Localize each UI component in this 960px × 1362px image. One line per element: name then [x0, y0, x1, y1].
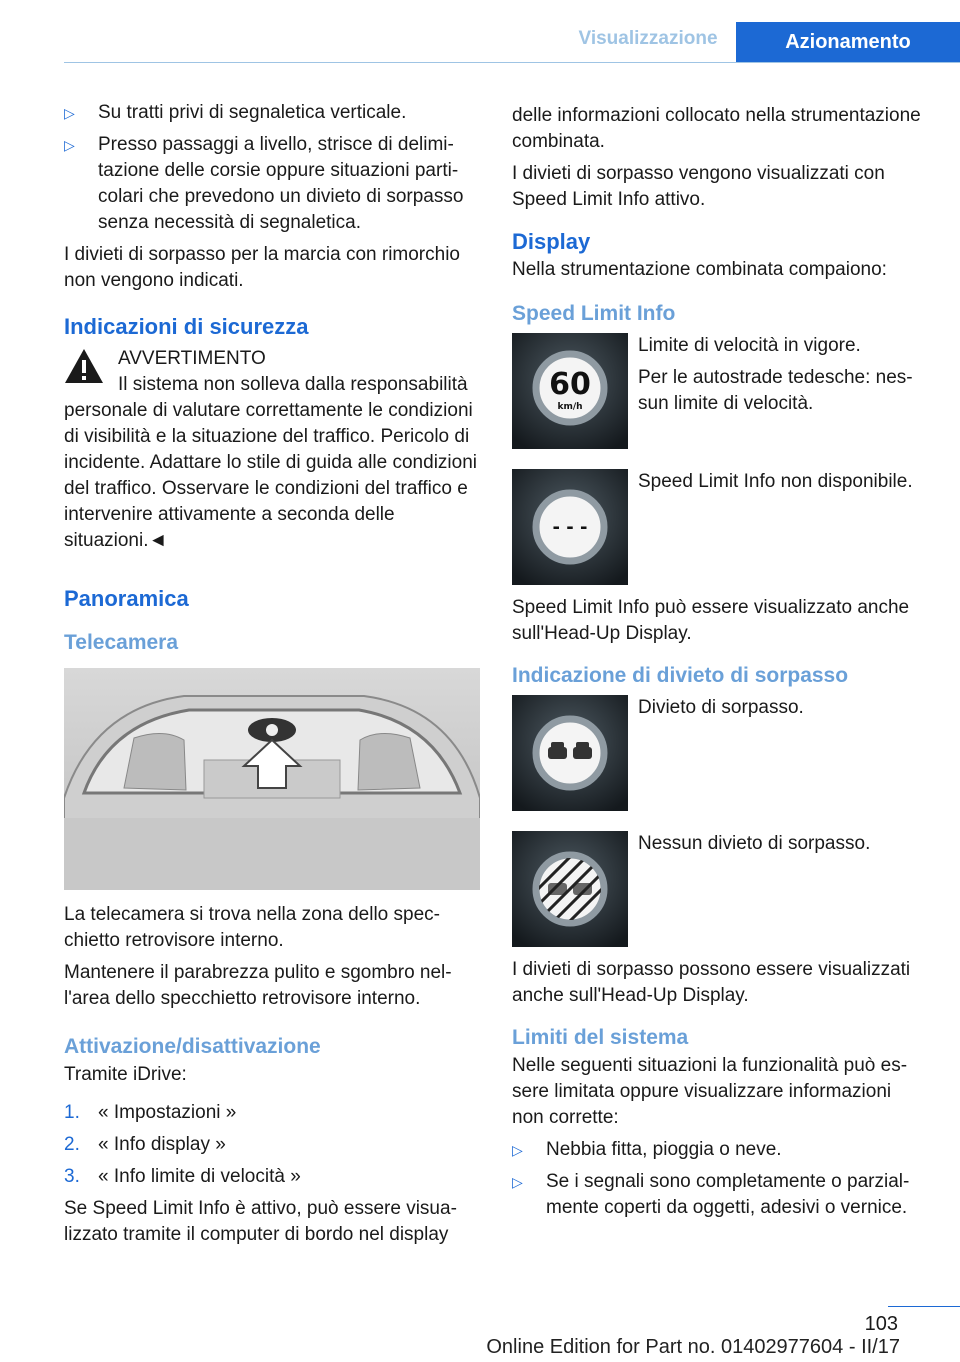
- header-tab-azionamento[interactable]: Azionamento: [736, 22, 960, 62]
- activation-intro: Tramite iDrive:: [64, 1064, 187, 1085]
- limits-intro: Nelle seguenti situazioni la funzionalità può essere limitata oppure visualizzare informazioni non corrette:: [512, 1055, 908, 1128]
- list-item: [64, 1132, 480, 1158]
- camera-location-text: La telecamera si trova nella zona dello specchietto retrovisore interno.: [64, 904, 440, 951]
- list-item: [64, 1164, 480, 1190]
- sign-description-line: Nessun divieto di sorpasso.: [638, 833, 871, 854]
- warning-box: [64, 346, 480, 554]
- activation-heading: Attivazione/disattivazione: [64, 1035, 321, 1058]
- continued-paragraph: delle informazioni collocato nella strumentazione combinata.: [512, 105, 921, 152]
- header-tab-visualizzazione[interactable]: Visualizzazione: [578, 28, 718, 49]
- hud-note: Speed Limit Info può essere visualizzato anche sull'Head-Up Display.: [512, 597, 910, 644]
- edition-footer: Online Edition for Part no. 01402977604 - II/17: [486, 1336, 900, 1358]
- camera-location-photo: [64, 668, 480, 890]
- step-number: 3.: [64, 1166, 80, 1187]
- step-text: « Info limite di velocità »: [98, 1166, 301, 1187]
- sign-row: [512, 333, 928, 449]
- end-no-overtaking-sign-icon: [512, 831, 628, 947]
- list-item: [512, 1169, 928, 1221]
- speed-sign-unit: km/h: [557, 402, 583, 412]
- unavailable-sign-dashes: - - -: [552, 517, 588, 538]
- step-number: 1.: [64, 1102, 80, 1123]
- step-text: « Info display »: [98, 1134, 226, 1155]
- speed-limit-unavailable-icon: [512, 469, 628, 585]
- sign-description-line: Divieto di sorpasso.: [638, 697, 804, 718]
- list-item: [64, 100, 480, 126]
- left-column: [64, 100, 480, 1254]
- bullet-triangle-icon: ▷: [64, 105, 75, 121]
- right-column: [512, 103, 928, 1227]
- display-intro: Nella strumentazione combinata compaiono:: [512, 259, 887, 280]
- bullet-triangle-icon: ▷: [512, 1174, 523, 1190]
- no-overtaking-sign-icon: [512, 695, 628, 811]
- trailer-note: I divieti di sorpasso per la marcia con rimorchio non vengono indicati.: [64, 244, 460, 291]
- bullet-triangle-icon: ▷: [512, 1142, 523, 1158]
- warning-title: AVVERTIMENTO: [118, 348, 266, 369]
- list-item: [512, 1137, 928, 1163]
- footer-rule: [888, 1306, 960, 1307]
- sign-description-line: Speed Limit Info non disponibile.: [638, 471, 913, 492]
- speed-sign-number: 60: [549, 367, 591, 402]
- page-number: 103: [864, 1313, 898, 1335]
- overtaking-heading: Indicazione di divieto di sorpasso: [512, 664, 849, 687]
- sign-row: [512, 831, 928, 947]
- sign-description-line: Per le autostrade tedesche: nessun limite di velocità.: [638, 367, 913, 414]
- speed-limit-sign-icon: [512, 333, 628, 449]
- camera-heading: Telecamera: [64, 631, 179, 654]
- safety-heading: Indicazioni di sicurezza: [64, 314, 309, 339]
- sign-description: [628, 469, 928, 585]
- display-heading: Display: [512, 229, 591, 254]
- warning-triangle-icon: [64, 348, 104, 384]
- sign-row: [512, 695, 928, 811]
- list-item: [64, 1100, 480, 1126]
- overtaking-display-note: I divieti di sorpasso vengono visualizzati con Speed Limit Info attivo.: [512, 163, 885, 210]
- hud-note-overtaking: I divieti di sorpasso possono essere visualizzati anche sull'Head-Up Display.: [512, 959, 911, 1006]
- list-item-text: Su tratti privi di segnaletica verticale.: [98, 102, 407, 123]
- overview-heading: Panoramica: [64, 586, 189, 611]
- system-limits-heading: Limiti del sistema: [512, 1026, 689, 1049]
- warning-text: personale di valutare correttamente le condizioni di visibilità e la situazione del traffico. Pericolo di incidente. Adattare lo stile di guida alle condizioni del traffico. Osservare le condizioni del traffico e intervenire attivamente a seconda delle situazioni.◄: [64, 400, 477, 551]
- list-item-text: Se i segnali sono completamente o parzialmente coperti da oggetti, adesivi o vernice.: [546, 1171, 910, 1218]
- sign-description-line: Limite di velocità in vigore.: [638, 335, 861, 356]
- warning-first-line: Il sistema non solleva dalla responsabilità: [118, 374, 468, 395]
- header-rule: [64, 62, 960, 63]
- sign-description: [628, 333, 928, 449]
- list-item-text: Nebbia fitta, pioggia o neve.: [546, 1139, 782, 1160]
- sign-description: [628, 695, 928, 811]
- step-text: « Impostazioni »: [98, 1102, 237, 1123]
- step-number: 2.: [64, 1134, 80, 1155]
- sign-description: [628, 831, 928, 947]
- speed-limit-heading: Speed Limit Info: [512, 302, 676, 325]
- final-paragraph: Se Speed Limit Info è attivo, può essere visualizzato tramite il computer di bordo nel display: [64, 1198, 457, 1245]
- bullet-triangle-icon: ▷: [64, 137, 75, 153]
- list-item-text: Presso passaggi a livello, strisce di delimitazione delle corsie oppure situazioni particolari che prevedono un divieto di sorpasso senza necessità di segnaletica.: [98, 134, 464, 233]
- sign-row: [512, 469, 928, 585]
- list-item: [64, 132, 480, 236]
- camera-care-text: Mantenere il parabrezza pulito e sgombro nell'area dello specchietto retrovisore interno.: [64, 962, 452, 1009]
